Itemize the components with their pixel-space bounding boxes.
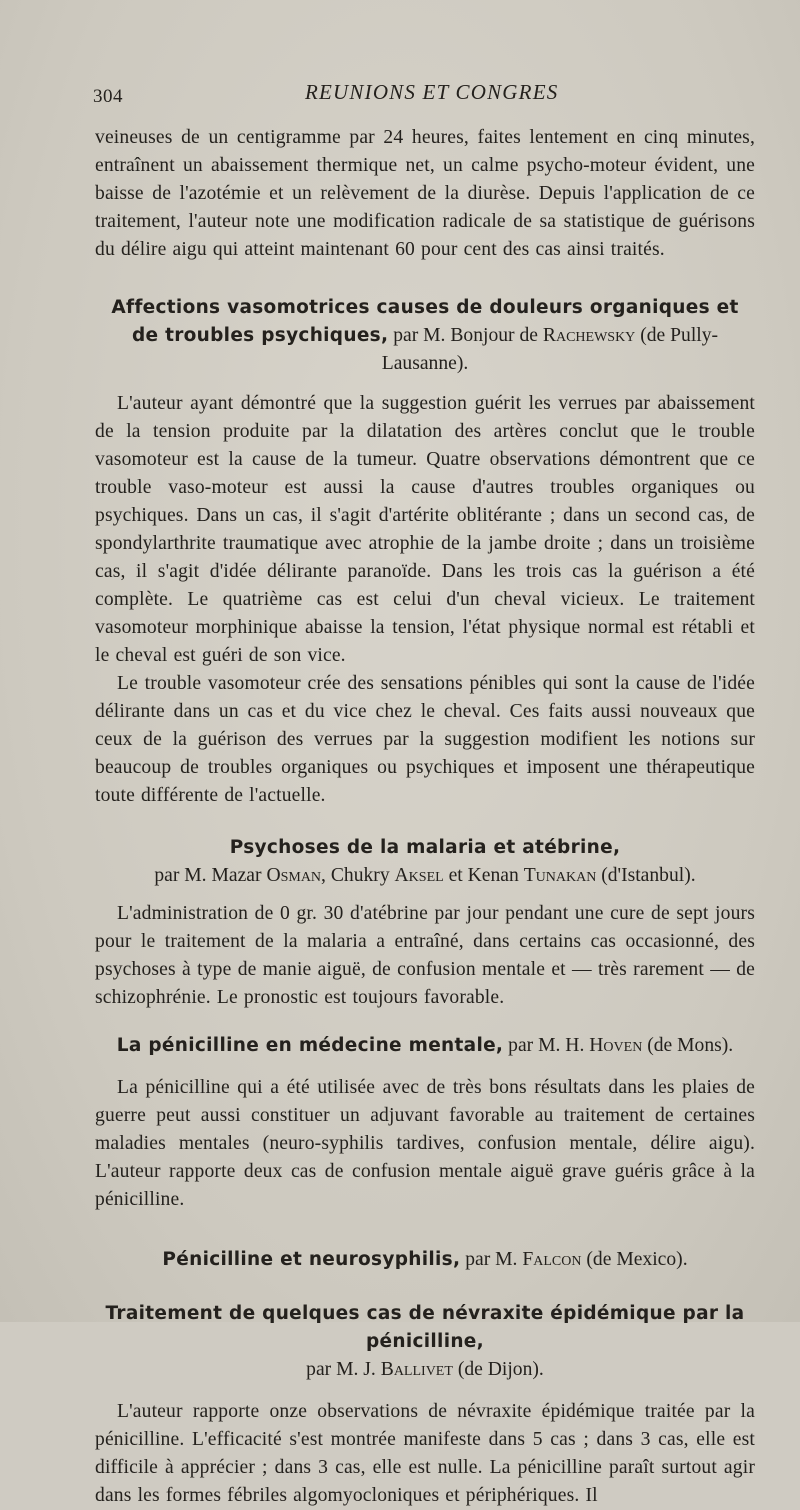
section-author-prefix: par M. Bonjour de (393, 325, 538, 346)
section-author-suffix: (de Dijon). (457, 1359, 544, 1380)
section-author-mid: , Chukry (321, 865, 390, 886)
section-title: La pénicilline en médecine mentale, (116, 1035, 504, 1056)
section-heading-affections-vasomotrices (95, 294, 755, 378)
section-heading-psychoses-malaria (95, 834, 755, 890)
section-title: Affections vasomotrices causes de douleurs organiques et de troubles psychiques, (111, 297, 739, 346)
section-paragraph: L'auteur rapporte onze observations de névraxite épidémique traitée par la pénicilline. L'efficacité s'est montrée manifeste dans 5 cas ; dans 3 cas, elle est difficile à apprécier ; dans 3 cas, elle est nulle. La pénicilline paraît surtout agir dans les formes fébriles algomyocloniques et périphériques. Il (95, 1401, 755, 1506)
section-author-prefix: par M. (465, 1249, 518, 1270)
section-author-suffix: (de Pully-Lausanne). (381, 325, 719, 374)
section-author-name: Falcon (522, 1249, 582, 1270)
section-author-name: Ballivet (380, 1359, 453, 1380)
section-author-name-2: Aksel (394, 865, 444, 886)
page-number: 304 (93, 86, 123, 107)
section-author-name: Hoven (589, 1035, 643, 1056)
section-paragraph: L'auteur ayant démontré que la suggestion guérit les verrues par abaissement de la tension produite par la dilatation des artères conclut que le trouble vasomoteur est la cause de la tumeur. Quatre observations démontrent que ce trouble vaso-moteur est aussi la cause d'autres troubles organiques ou psychiques. Dans un cas, il s'agit d'artérite oblitérante ; dans un second cas, de spondylarthrite traumatique avec atrophie de la jambe droite ; dans un troisième cas, il s'agit d'idée délirante paranoïde. Dans les trois cas la guérison a été complète. Le quatrième cas est celui d'un cheval vicieux. Le traitement vasomoteur morphinique abaisse la tension, l'état physique normal est rétabli et le cheval est guéri de son vice. (95, 393, 755, 666)
section-author-suffix: (d'Istanbul). (601, 865, 696, 886)
section-heading-penicilline-medecine-mentale (95, 1032, 755, 1060)
section-author-mid-2: et Kenan (448, 865, 519, 886)
section-author-suffix: (de Mons). (647, 1035, 734, 1056)
section-author-name: Rachewsky (542, 325, 636, 346)
section-title: Traitement de quelques cas de névraxite épidémique par la pénicilline, (105, 1303, 745, 1352)
section-author-name-3: Tunakan (523, 865, 597, 886)
section-heading-nevraxite-epidemique (95, 1300, 755, 1384)
section-paragraph: Le trouble vasomoteur crée des sensations pénibles qui sont la cause de l'idée délirante dans un cas et du vice chez le cheval. Ces faits aussi nouveaux que ceux de la guérison des verrues par la suggestion modifient les notions sur beaucoup de troubles organiques ou psychiques et imposent une thérapeutique toute différente de l'actuelle. (95, 673, 755, 806)
section-paragraph: L'administration de 0 gr. 30 d'atébrine par jour pendant une cure de sept jours pour le traitement de la malaria a entraîné, dans certains cas occasionné, des psychoses à type de manie aiguë, de confusion mentale et — très rarement — de schizophrénie. Le pronostic est toujours favorable. (95, 903, 755, 1008)
section-author-name: Osman (266, 865, 322, 886)
section-heading-penicilline-neurosyphilis (95, 1246, 755, 1274)
section-author-prefix: par M. J. (306, 1359, 376, 1380)
section-author-prefix: par M. Mazar (154, 865, 262, 886)
page-content (95, 124, 755, 1510)
section-paragraph: La pénicilline qui a été utilisée avec de très bons résultats dans les plaies de guerre peut aussi constituer un adjuvant favorable au traitement de certaines maladies mentales (neuro-syphilis tardives, confusion mentale, délire aigu). L'auteur rapporte deux cas de confusion mentale aiguë grave guéris grâce à la pénicilline. (95, 1077, 755, 1210)
section-title: Psychoses de la malaria et atébrine, (229, 837, 621, 858)
section-title: Pénicilline et neurosyphilis, (162, 1249, 461, 1270)
running-title: REUNIONS ET CONGRES (305, 80, 559, 104)
section-author-prefix: par M. H. (508, 1035, 585, 1056)
section-author-suffix: (de Mexico). (586, 1249, 688, 1270)
page-header (93, 80, 753, 110)
intro-paragraph: veineuses de un centigramme par 24 heures, faites lentement en cinq minutes, entraînent un abaissement thermique net, un calme psycho-moteur évident, une baisse de l'azotémie et un relèvement de la diurèse. Depuis l'application de ce traitement, l'auteur note une modification radicale de sa statistique de guérisons du délire aigu qui atteint maintenant 60 pour cent des cas ainsi traités. (95, 127, 755, 260)
